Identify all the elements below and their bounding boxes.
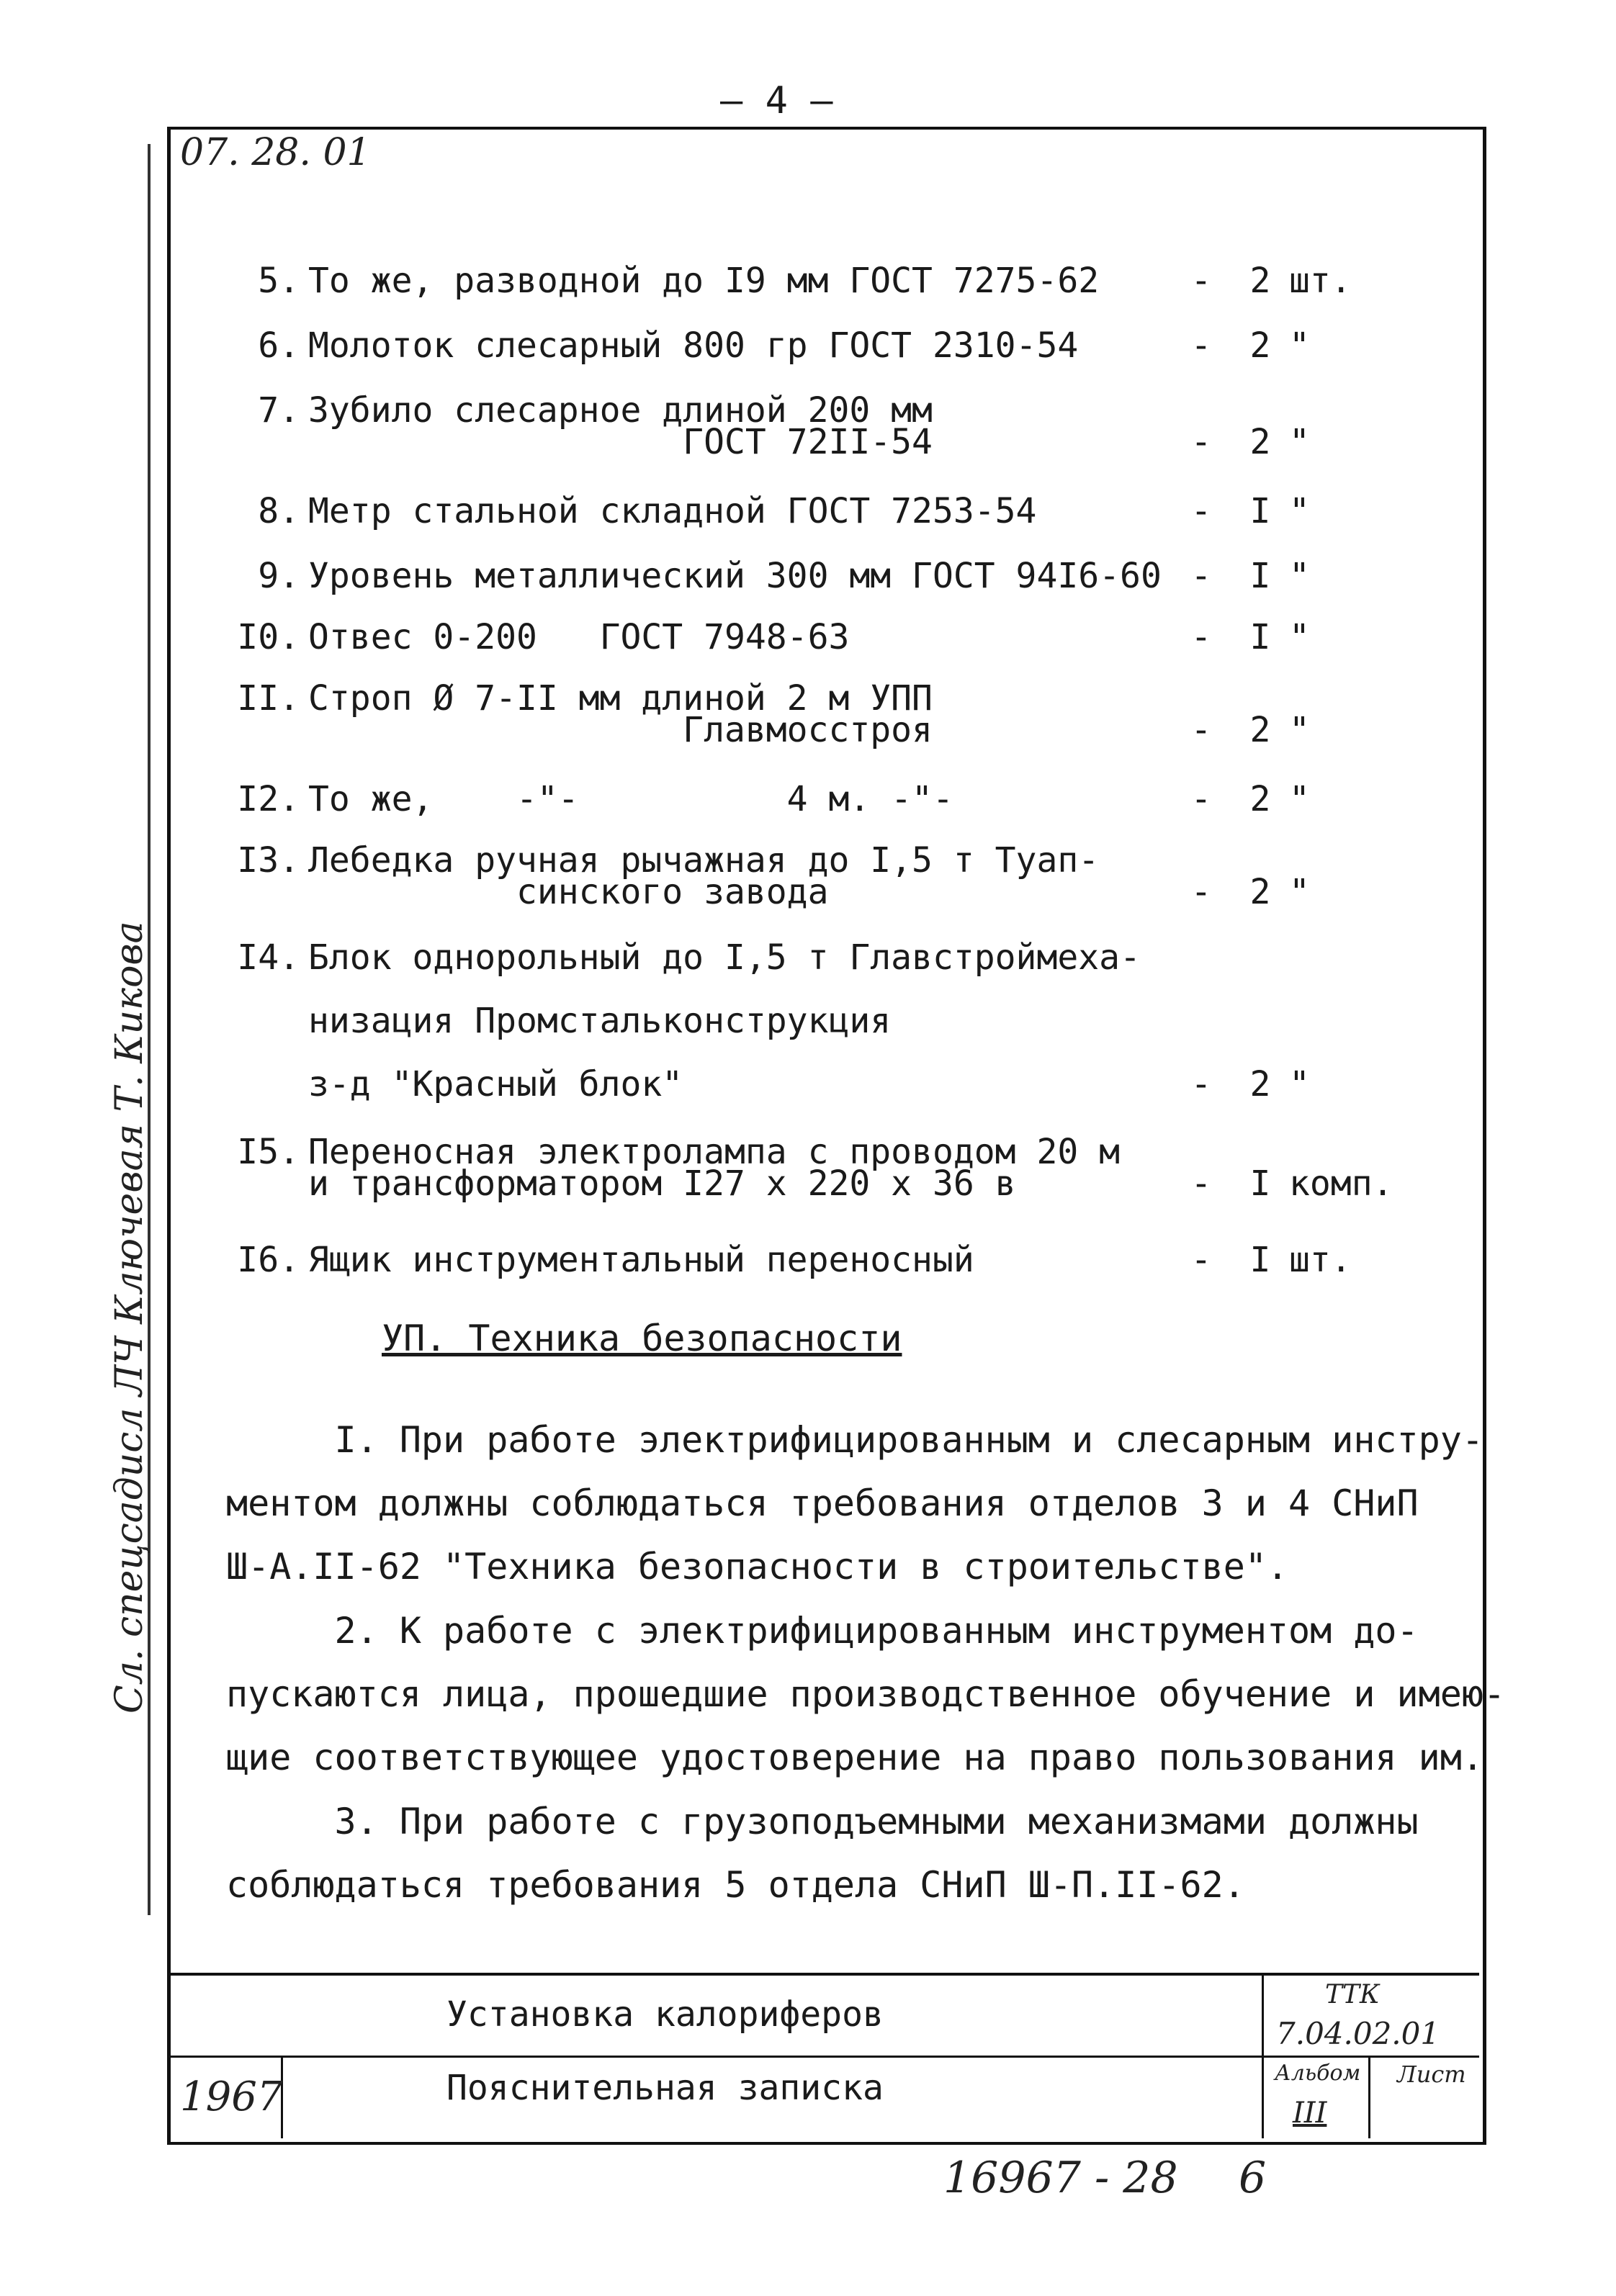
- item-quantity: I: [1249, 556, 1271, 596]
- paragraph-line: 2. К работе с электрифицированным инструментом до-: [226, 1610, 1419, 1652]
- item-unit: шт.: [1289, 261, 1352, 301]
- item-dash: -: [1190, 556, 1212, 596]
- item-number: I2.: [237, 779, 300, 819]
- tb-title: Установка калориферов: [446, 1994, 884, 2035]
- tb-album-label: Альбом: [1275, 2061, 1361, 2086]
- item-quantity: 2: [1249, 710, 1271, 750]
- item-text: з-д "Красный блок": [308, 1064, 683, 1104]
- item-text: Уровень металлический 300 мм ГОСТ 94I6-60: [308, 556, 1162, 596]
- item-unit: ": [1289, 710, 1310, 750]
- item-quantity: 2: [1249, 325, 1271, 366]
- item-number: I5.: [237, 1132, 300, 1172]
- item-quantity: 2: [1249, 1064, 1271, 1104]
- item-number: 8.: [258, 491, 300, 531]
- tb-album-rule: [1368, 2058, 1370, 2138]
- item-text: низация Промстальконструкция: [308, 1001, 892, 1041]
- tb-mid-rule: [167, 2056, 1479, 2058]
- tb-ttk-code: 7.04.02.01: [1276, 2016, 1440, 2051]
- paragraph-line: ментом должны соблюдаться требования отделов 3 и 4 СНиП: [226, 1482, 1419, 1524]
- margin-signature: Сл. спецсадисл ЛЧ Ключевая Т. Кикова: [108, 921, 151, 1714]
- item-unit: ": [1289, 872, 1310, 912]
- item-number: I3.: [237, 840, 300, 881]
- item-text: Зубило слесарное длиной 200 мм: [308, 390, 933, 431]
- item-text: Молоток слесарный 800 гр ГОСТ 2310-54: [308, 325, 1079, 366]
- item-dash: -: [1190, 261, 1212, 301]
- item-text: То же, -"- 4 м. -"-: [308, 779, 953, 819]
- item-number: I4.: [237, 937, 300, 978]
- paragraph-line: Ш-А.II-62 "Техника безопасности в строительстве".: [226, 1546, 1289, 1588]
- item-unit: ": [1289, 617, 1310, 657]
- tb-right-rule: [1262, 1975, 1264, 2138]
- item-unit: ": [1289, 325, 1310, 366]
- item-text: Отвес 0-200 ГОСТ 7948-63: [308, 617, 850, 657]
- item-number: I6.: [237, 1240, 300, 1280]
- item-dash: -: [1190, 1240, 1212, 1280]
- tb-year: 1967: [180, 2074, 283, 2120]
- item-quantity: I: [1249, 491, 1271, 531]
- item-quantity: 2: [1249, 261, 1271, 301]
- tb-top-rule: [167, 1973, 1479, 1976]
- item-unit: ": [1289, 779, 1310, 819]
- item-number: 9.: [258, 556, 300, 596]
- paragraph-line: щие соответствующее удостоверение на право пользования им.: [226, 1737, 1483, 1778]
- item-text: синского завода: [308, 872, 829, 912]
- item-text: Переносная электролампа с проводом 20 м: [308, 1132, 1121, 1172]
- tb-sheet-label: Лист: [1397, 2061, 1466, 2088]
- item-unit: шт.: [1289, 1240, 1352, 1280]
- paragraph-line: I. При работе электрифицированным и слесарным инстру-: [226, 1419, 1483, 1461]
- item-text: Ящик инструментальный переносный: [308, 1240, 974, 1280]
- item-dash: -: [1190, 422, 1212, 462]
- item-dash: -: [1190, 1064, 1212, 1104]
- item-dash: -: [1190, 1163, 1212, 1204]
- section-title: УП. Техника безопасности: [382, 1318, 902, 1359]
- item-text: Блок однорольный до I,5 т Главстроймеха-: [308, 937, 1141, 978]
- item-number: II.: [237, 678, 300, 719]
- item-quantity: I: [1249, 617, 1271, 657]
- item-text: Строп Ø 7-II мм длиной 2 м УПП: [308, 678, 933, 719]
- item-dash: -: [1190, 779, 1212, 819]
- item-quantity: I: [1249, 1163, 1271, 1204]
- item-text: Метр стальной складной ГОСТ 7253-54: [308, 491, 1037, 531]
- item-dash: -: [1190, 325, 1212, 366]
- item-text: Лебедка ручная рычажная до I,5 т Туап-: [308, 840, 1100, 881]
- item-number: 6.: [258, 325, 300, 366]
- tb-ttk-label: ТТК: [1325, 1980, 1380, 2009]
- item-quantity: 2: [1249, 779, 1271, 819]
- item-unit: ": [1289, 491, 1310, 531]
- inventory-number: 16967 - 28: [943, 2153, 1178, 2203]
- item-quantity: I: [1249, 1240, 1271, 1280]
- paragraph-line: пускаются лица, прошедшие производственное обучение и имею-: [226, 1673, 1506, 1715]
- item-text: То же, разводной до I9 мм ГОСТ 7275-62: [308, 261, 1100, 301]
- paragraph-line: 3. При работе с грузоподъемными механизмами должны: [226, 1801, 1419, 1842]
- page-number: — 4 —: [720, 79, 833, 122]
- item-dash: -: [1190, 617, 1212, 657]
- paragraph-line: соблюдаться требования 5 отдела СНиП Ш-П.II-62.: [226, 1864, 1245, 1906]
- tb-subtitle: Пояснительная записка: [446, 2068, 884, 2108]
- item-number: 5.: [258, 261, 300, 301]
- item-number: I0.: [237, 617, 300, 657]
- item-text: и трансформатором I27 х 220 х 36 в: [308, 1163, 1016, 1204]
- item-quantity: 2: [1249, 422, 1271, 462]
- item-unit: ": [1289, 556, 1310, 596]
- item-dash: -: [1190, 491, 1212, 531]
- item-quantity: 2: [1249, 872, 1271, 912]
- item-number: 7.: [258, 390, 300, 431]
- sheet-number: 6: [1239, 2153, 1267, 2203]
- item-dash: -: [1190, 710, 1212, 750]
- item-unit: ": [1289, 422, 1310, 462]
- item-dash: -: [1190, 872, 1212, 912]
- doc-code: 07. 28. 01: [180, 131, 371, 174]
- tb-album-value: III: [1293, 2097, 1327, 2130]
- item-unit: комп.: [1289, 1163, 1393, 1204]
- item-text: ГОСТ 72II-54: [308, 422, 933, 462]
- item-text: Главмосстроя: [308, 710, 933, 750]
- item-unit: ": [1289, 1064, 1310, 1104]
